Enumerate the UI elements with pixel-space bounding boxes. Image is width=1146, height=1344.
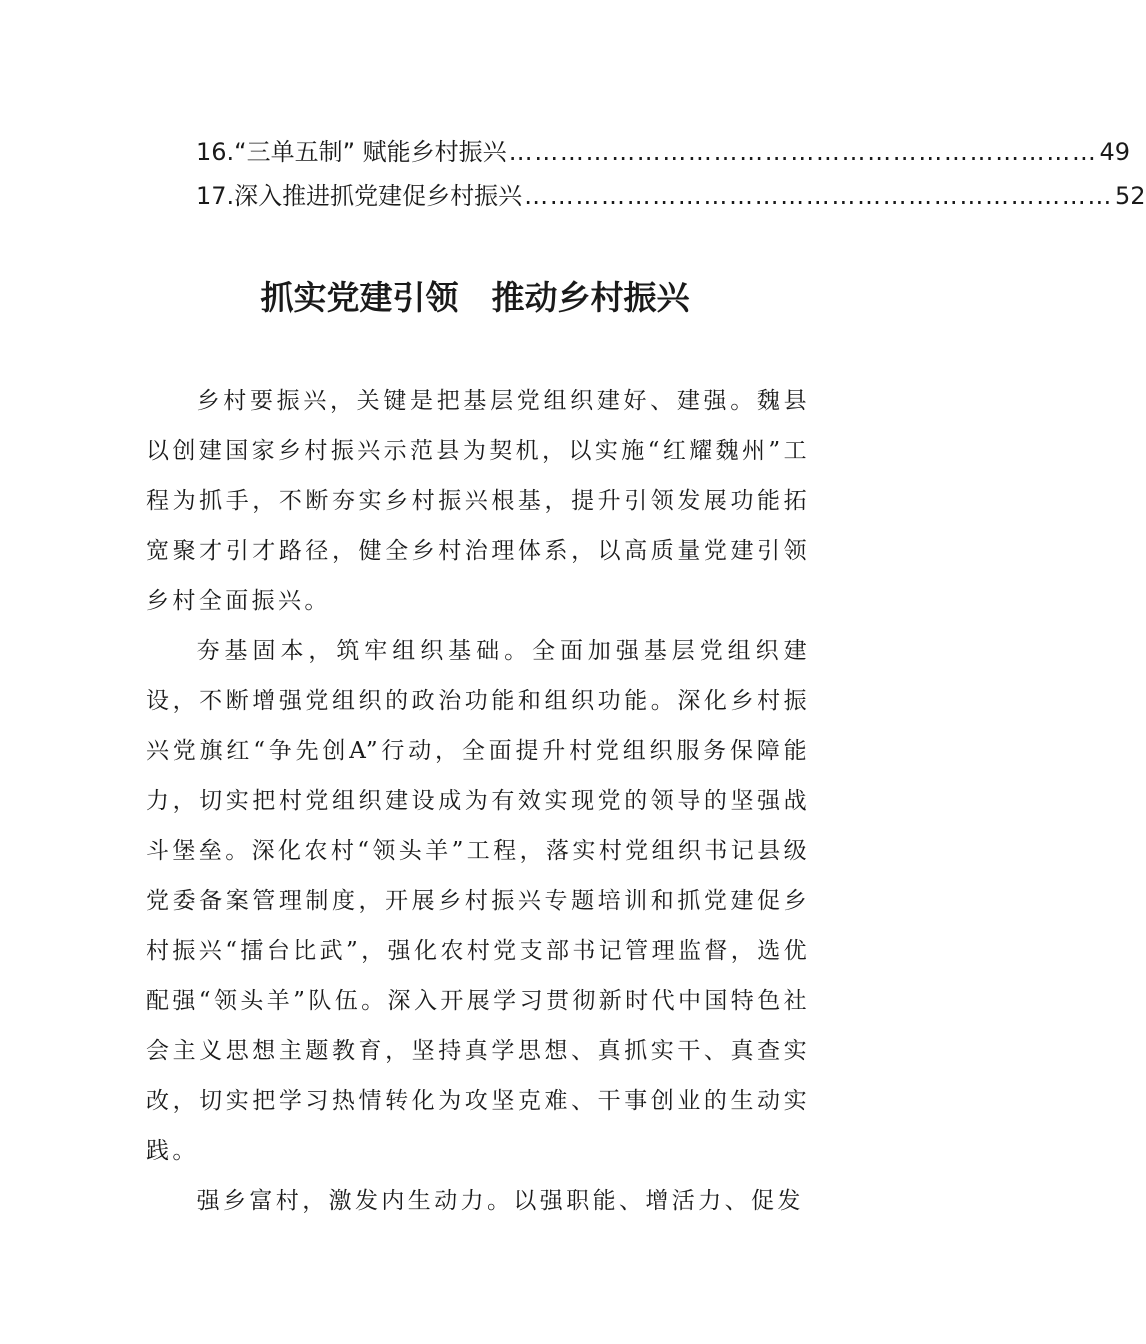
toc-leader-dots: …………………………………………………………… <box>524 182 1113 210</box>
toc-entry[interactable] <box>196 130 1131 174</box>
article-body <box>146 376 810 1226</box>
toc-entry-title: 深入推进抓党建促乡村振兴 <box>234 182 523 210</box>
article-paragraph: 强乡富村，激发内生动力。以强职能、增活力、促发 <box>196 1188 804 1214</box>
toc-entry[interactable] <box>196 174 1146 218</box>
article-paragraph: 夯基固本，筑牢组织基础。全面加强基层党组织建设，不断增强党组织的政治功能和组织功能。深化乡村振兴党旗红“争先创A”行动，全面提升村党组织服务保障能力，切实把村党组织建设成为有效实现党的领导的坚强战斗堡垒。深化农村“领头羊”工程，落实村党组织书记县级党委备案管理制度，开展乡村振兴专题培训和抓党建促乡村振兴“擂台比武”，强化农村党支部书记管理监督，选优配强“领头羊”队伍。深入开展学习贯彻新时代中国特色社会主义思想主题教育，坚持真学思想、真抓实干、真查实改，切实把学习热情转化为攻坚克难、干事创业的生动实践。 <box>146 638 810 1164</box>
toc-leader-dots: …………………………………………………………… <box>508 138 1098 166</box>
table-of-contents <box>196 130 1146 218</box>
toc-entry-number: 17. <box>196 182 235 210</box>
article-paragraph: 乡村要振兴，关键是把基层党组织建好、建强。魏县以创建国家乡村振兴示范县为契机，以实施“红耀魏州”工程为抓手，不断夯实乡村振兴根基，提升引领发展功能拓宽聚才引才路径，健全乡村治理体系，以高质量党建引领乡村全面振兴。 <box>146 388 810 614</box>
toc-entry-number: 16. <box>196 138 235 166</box>
toc-entry-page: 49 <box>1099 138 1131 166</box>
article-title: 抓实党建引领 推动乡村振兴 <box>260 278 690 317</box>
toc-entry-page: 52 <box>1114 182 1146 210</box>
toc-entry-title: “三单五制” 赋能乡村振兴 <box>234 138 507 166</box>
